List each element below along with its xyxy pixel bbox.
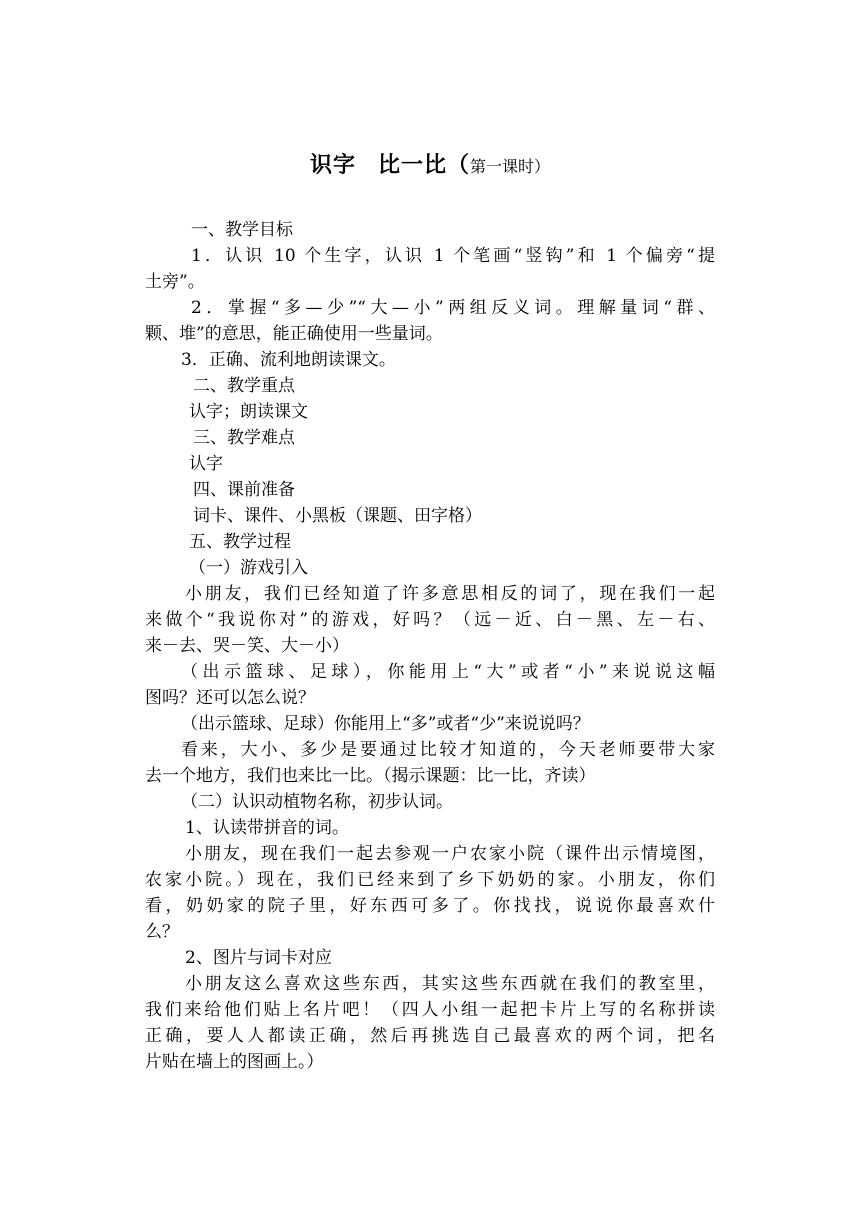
- paragraph-cards-line-2: 我们来给他们贴上名片吧！（四人小组一起把卡片上写的名称拼读: [145, 1000, 715, 1020]
- key-points-text: 认字；朗读课文: [189, 402, 308, 422]
- paragraph-farm-line-3: 看，奶奶家的院子里，好东西可多了。你找找，说说你最喜欢什: [145, 896, 715, 916]
- paragraph-game-line-1: 小朋友，我们已经知道了许多意思相反的词了，现在我们一起: [185, 584, 715, 604]
- title-main-part-2: 比一比: [377, 153, 447, 178]
- heading-key-points: 二、教学重点: [193, 376, 295, 396]
- paragraph-farm-line-4: 么？: [145, 922, 179, 942]
- title-paren-open: （: [446, 153, 470, 178]
- heading-process: 五、教学过程: [189, 532, 291, 552]
- paragraph-game-line-3: 来－去、哭－笑、大－小）: [145, 636, 349, 656]
- paragraph-game-line-2: 来做个“我说你对”的游戏，好吗？（远－近、白－黑、左－右、: [145, 610, 715, 630]
- paragraph-cards-line-1: 小朋友这么喜欢这些东西，其实这些东西就在我们的教室里，: [185, 974, 715, 994]
- goal-3: 3．正确、流利地朗读课文。: [181, 350, 396, 370]
- paragraph-compare-line-1: 看来，大小、多少是要通过比较才知道的，今天老师要带大家: [181, 740, 715, 760]
- heading-difficulties: 三、教学难点: [193, 428, 295, 448]
- preparation-text: 词卡、课件、小黑板（课题、田字格）: [193, 506, 482, 526]
- paragraph-ball-many: （出示篮球、足球）你能用上“多”或者“少”来说说吗？: [181, 714, 590, 734]
- title-main: [310, 153, 447, 178]
- goal-2-line-2: 颗、堆”的意思，能正确使用一些量词。: [145, 324, 443, 344]
- goal-1-line-1: 1．认识 10 个生字，认识 1 个笔画“竖钩”和 1 个偏旁“提: [191, 246, 715, 266]
- difficulties-text: 认字: [189, 454, 223, 474]
- step-2-heading: 2、图片与词卡对应: [185, 948, 332, 968]
- title-paren-close: ）: [534, 157, 551, 176]
- paragraph-cards-line-4: 片贴在墙上的图画上。）: [145, 1052, 324, 1072]
- paragraph-cards-line-3: 正确，要人人都读正确，然后再挑选自己最喜欢的两个词，把名: [145, 1026, 715, 1046]
- paragraph-farm-line-2: 农家小院。）现在，我们已经来到了乡下奶奶的家。小朋友，你们: [145, 870, 715, 890]
- heading-teaching-goals: 一、教学目标: [191, 220, 293, 240]
- subheading-game-intro: （一）游戏引入: [189, 558, 308, 578]
- step-1-heading: 1、认读带拼音的词。: [185, 818, 349, 838]
- title-main-part-1: 识字: [309, 153, 356, 178]
- paragraph-ball-big-line-1: （出示篮球、足球），你能用上“大”或者“小”来说说这幅: [181, 662, 715, 682]
- subheading-recognize-names: （二）认识动植物名称，初步认词。: [181, 792, 453, 812]
- paragraph-compare-line-2: 去一个地方，我们也来比一比。（揭示课题：比一比，齐读）: [145, 766, 596, 786]
- heading-preparation: 四、课前准备: [193, 480, 295, 500]
- lesson-title: [145, 150, 715, 183]
- goal-1-line-2: 土旁”。: [145, 272, 205, 292]
- lesson-body: [145, 217, 715, 1075]
- paragraph-farm-line-1: 小朋友，现在我们一起去参观一户农家小院（课件出示情境图，: [185, 844, 715, 864]
- goal-2-line-1: 2．掌握“多—少”“大—小”两组反义词。理解量词“群、: [191, 298, 715, 318]
- title-subtitle: 第一课时: [470, 157, 535, 176]
- document-page: [145, 0, 715, 1215]
- paragraph-ball-big-line-2: 图吗？还可以怎么说？: [145, 688, 315, 708]
